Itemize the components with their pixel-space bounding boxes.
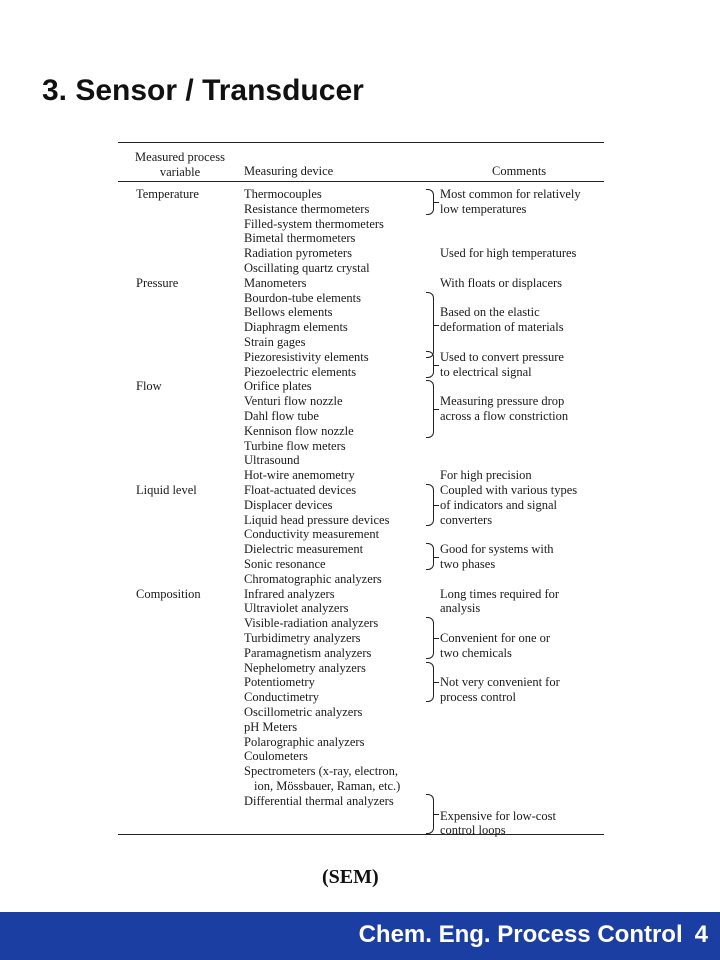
device-item: Bourdon-tube elements xyxy=(244,290,361,305)
device-item: Nephelometry analyzers xyxy=(244,660,366,675)
comment-text: analysis xyxy=(440,601,481,616)
comment-text: Expensive for low-cost xyxy=(440,808,556,823)
device-item: Visible-radiation analyzers xyxy=(244,616,379,631)
comment-text: to electrical signal xyxy=(440,364,532,379)
device-item: ion, Mössbauer, Raman, etc.) xyxy=(254,779,401,793)
brace-bracket xyxy=(426,380,434,438)
brace-bracket xyxy=(426,189,434,215)
comment-text: Good for systems with xyxy=(440,542,554,557)
comment-text: Based on the elastic xyxy=(440,305,540,320)
header-device: Measuring device xyxy=(244,164,334,178)
comment-text: across a flow constriction xyxy=(440,409,569,423)
comment-text: deformation of materials xyxy=(440,320,564,335)
device-item: Kennison flow nozzle xyxy=(244,423,354,438)
device-item: Potentiometry xyxy=(244,675,315,690)
brace-bracket xyxy=(426,794,434,834)
brace-bracket xyxy=(426,662,434,702)
comment-text: Not very convenient for xyxy=(440,675,560,690)
comment-text: converters xyxy=(440,512,493,527)
device-item: Turbidimetry analyzers xyxy=(244,631,361,645)
device-item: Float-actuated devices xyxy=(244,483,357,497)
table-body xyxy=(118,182,604,838)
comment-text: Used to convert pressure xyxy=(440,349,564,364)
table-header xyxy=(118,143,604,181)
source-caption: (SEM) xyxy=(322,866,379,888)
comment-text: Coupled with various types xyxy=(440,483,578,497)
device-item: Ultraviolet analyzers xyxy=(244,601,349,616)
device-item: Thermocouples xyxy=(244,187,322,201)
brace-bracket xyxy=(426,617,434,659)
device-item: Piezoelectric elements xyxy=(244,364,357,379)
comment-text: Convenient for one or xyxy=(440,631,551,645)
comment-text: Used for high temperatures xyxy=(440,246,577,261)
sensor-table xyxy=(118,142,604,838)
footer-course: Chem. Eng. Process Control xyxy=(358,921,683,948)
page-number: 4 xyxy=(694,921,708,948)
device-item: Diaphragm elements xyxy=(244,320,348,335)
device-item: Conductivity measurement xyxy=(244,527,380,542)
comment-text: low temperatures xyxy=(440,201,527,216)
comment-text: two chemicals xyxy=(440,645,512,660)
device-item: Displacer devices xyxy=(244,497,333,512)
device-item: Hot-wire anemometry xyxy=(244,468,355,483)
device-item: Piezoresistivity elements xyxy=(244,349,369,364)
brace-bracket xyxy=(426,292,434,358)
comment-text: For high precision xyxy=(440,468,532,483)
device-item: Liquid head pressure devices xyxy=(244,512,390,527)
device-item: Bimetal thermometers xyxy=(244,231,356,246)
device-item: Filled-system thermometers xyxy=(244,216,384,231)
variable-temperature: Temperature xyxy=(136,187,199,201)
device-item: Resistance thermometers xyxy=(244,201,370,216)
device-item: Sonic resonance xyxy=(244,557,326,571)
device-item: Chromatographic analyzers xyxy=(244,571,382,586)
device-item: Strain gages xyxy=(244,335,306,349)
variable-liquid-level: Liquid level xyxy=(136,483,197,497)
header-comments: Comments xyxy=(492,164,547,178)
footer-text xyxy=(359,921,708,949)
comment-text: With floats or displacers xyxy=(440,275,563,290)
device-item: Oscillometric analyzers xyxy=(244,705,363,719)
device-item: Venturi flow nozzle xyxy=(244,394,343,409)
device-item: Paramagnetism analyzers xyxy=(244,645,372,660)
device-item: Radiation pyrometers xyxy=(244,246,352,261)
variable-flow: Flow xyxy=(136,379,162,394)
variable-composition: Composition xyxy=(136,586,201,601)
device-item: Spectrometers (x-ray, electron, xyxy=(244,764,398,779)
header-variable: Measured process variable xyxy=(135,150,225,179)
comment-text: two phases xyxy=(440,557,496,571)
device-item: Infrared analyzers xyxy=(244,586,335,601)
device-item: Bellows elements xyxy=(244,305,333,320)
device-item: Ultrasound xyxy=(244,453,300,468)
comment-text: process control xyxy=(440,690,517,705)
comment-text: control loops xyxy=(440,823,506,838)
brace-bracket xyxy=(426,484,434,526)
footer-bar xyxy=(0,912,720,960)
device-item: Differential thermal analyzers xyxy=(244,793,394,808)
comment-text: of indicators and signal xyxy=(440,497,557,512)
device-item: Coulometers xyxy=(244,749,308,764)
device-item: Orifice plates xyxy=(244,379,312,394)
device-item: Polarographic analyzers xyxy=(244,734,365,749)
device-item: Manometers xyxy=(244,275,307,290)
device-item: Dahl flow tube xyxy=(244,409,319,423)
comment-text: Measuring pressure drop xyxy=(440,394,565,409)
comment-text: Long times required for xyxy=(440,586,560,601)
variable-pressure: Pressure xyxy=(136,275,179,290)
device-item: pH Meters xyxy=(244,719,298,734)
comment-text: Most common for relatively xyxy=(440,187,581,201)
brace-bracket xyxy=(426,543,434,570)
brace-bracket xyxy=(426,351,434,378)
slide-title: 3. Sensor / Transducer xyxy=(42,74,364,107)
device-item: Oscillating quartz crystal xyxy=(244,261,370,275)
table-bottom-rule xyxy=(118,834,604,835)
device-item: Turbine flow meters xyxy=(244,438,346,453)
device-item: Conductimetry xyxy=(244,690,319,705)
device-item: Dielectric measurement xyxy=(244,542,364,557)
